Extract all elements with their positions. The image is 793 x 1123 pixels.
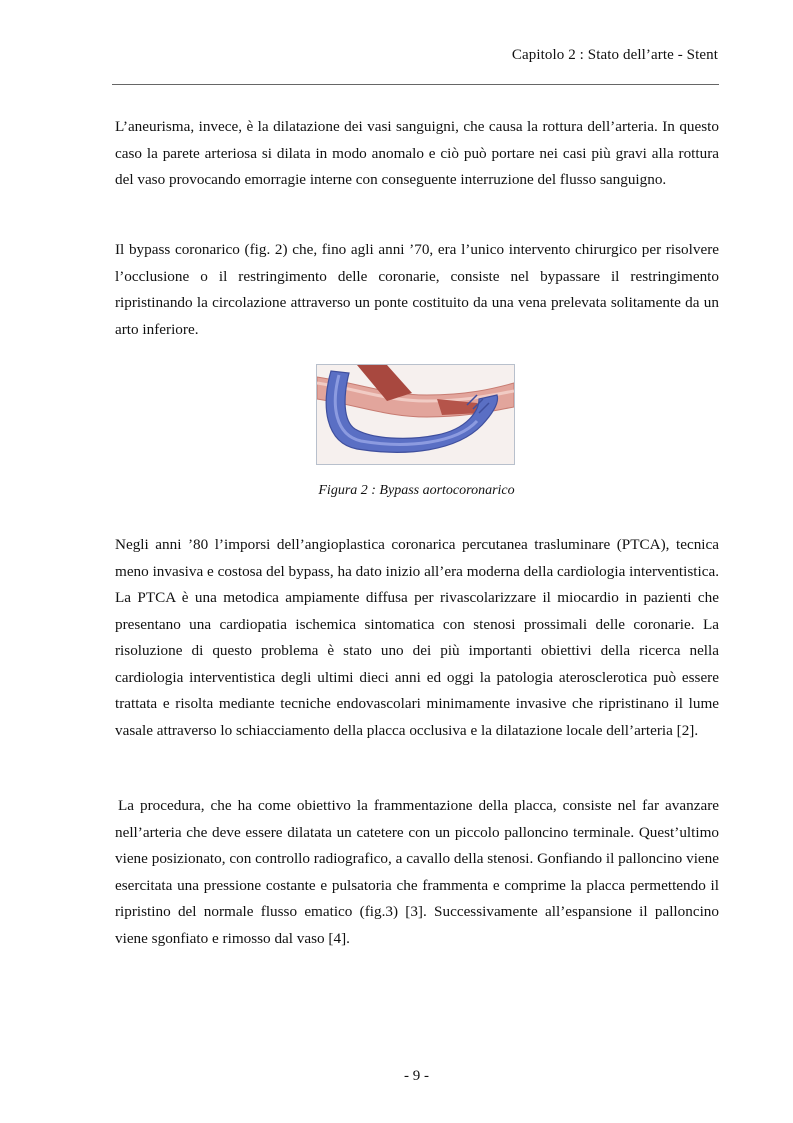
paragraph-ptca: Negli anni ’80 l’imporsi dell’angioplastica coronarica percutanea trasluminare (PTCA), tecnica meno invasiva e costosa del bypass, ha dato inizio all’era moderna della cardiologia interventistica. La PTCA è una metodica ampiamente diffusa per rivascolarizzare il miocardio in pazienti che presentano una cardiopatia ischemica sintomatica con stenosi prossimali delle coronarie. La risoluzione di questo problema è stato uno dei più importanti obiettivi della ricerca nella cardiologia interventistica degli ultimi dieci anni ed oggi la patologia aterosclerotica può essere trattata e risolta mediante tecniche endovascolari minimamente invasive che ripristinano il lume vasale attraverso lo schiacciamento della placca occlusiva e la dilatazione locale dell’arteria [2]. — [115, 536, 719, 739]
bypass-illustration — [317, 365, 514, 464]
paragraph-procedure: La procedura, che ha come obiettivo la frammentazione della placca, consiste nel far avanzare nell’arteria che deve essere dilatata un catetere con un piccolo palloncino terminale. Quest’ultimo viene posizionato, con controllo radiografico, a cavallo della stenosi. Gonfiando il palloncino viene esercitata una pressione costante e pulsatoria che frammenta e comprime la placca permettendo il ripristino del normale flusso ematico (fig.3) [3]. Successivamente all’espansione il palloncino viene sgonfiato e rimosso dal vaso [4]. — [115, 797, 719, 947]
bypass-figure — [316, 364, 515, 465]
paragraph-bypass: Il bypass coronarico (fig. 2) che, fino agli anni ’70, era l’unico intervento chirurgico per risolvere l’occlusione o il restringimento delle coronarie, consiste nel bypassare il restringimento ripristinando la circolazione attraverso un ponte costituito da una vena prelevata solitamente da un arto inferiore. — [115, 241, 719, 338]
running-header: Capitolo 2 : Stato dell’arte - Stent — [511, 47, 718, 63]
page-number: - 9 - — [404, 1068, 429, 1084]
header-divider — [112, 84, 719, 85]
paragraph-aneurysm: L’aneurisma, invece, è la dilatazione dei vasi sanguigni, che causa la rottura dell’arteria. In questo caso la parete arteriosa si dilata in modo anomalo e ciò può portare nei casi più gravi alla rottura del vaso provocando emorragie interne con conseguente interruzione del flusso sanguigno. — [115, 118, 719, 188]
figure-caption: Figura 2 : Bypass aortocoronarico — [318, 483, 515, 498]
